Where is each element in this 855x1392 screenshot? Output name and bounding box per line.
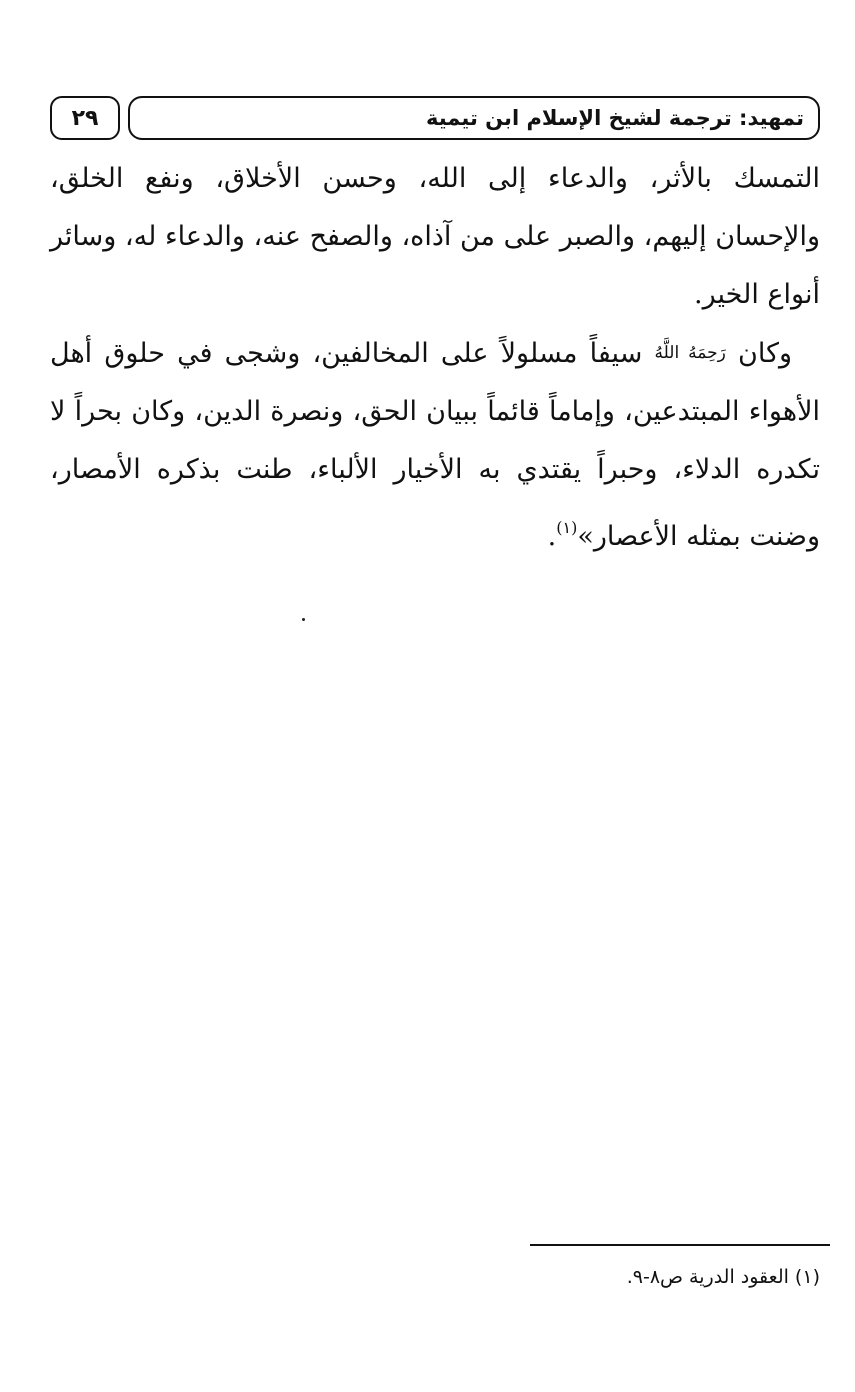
footnote-reference: (١)	[556, 518, 578, 537]
page-number: ٢٩	[50, 96, 120, 140]
paragraph-2-end: .	[547, 521, 557, 552]
running-title: تمهيد: ترجمة لشيخ الإسلام ابن تيمية	[128, 96, 820, 140]
paragraph-2	[50, 324, 820, 566]
footnote-separator	[530, 1244, 830, 1246]
footnote: (١) العقود الدرية ص٨-٩.	[626, 1266, 820, 1288]
paragraph-2-rest: سيفاً مسلولاً على المخالفين، وشجى في حلوق أهل الأهواء المبتدعين، وإماماً قائماً ببيان الحق، ونصرة الدين، وكان بحراً لا تكدره الدلاء، وحبراً يقتدي به الأخيار الألباء، طنت بذكره الأمصار، وضنت بمثله الأعصار»	[50, 338, 820, 552]
body-text	[50, 150, 820, 566]
page-header	[50, 96, 820, 144]
paragraph-2-start: وكان	[738, 338, 792, 369]
paragraph-1: التمسك بالأثر، والدعاء إلى الله، وحسن الأخلاق، ونفع الخلق، والإحسان إليهم، والصبر على من آذاه، والصفح عنه، والدعاء له، وسائر أنواع الخير.	[50, 163, 820, 310]
print-speck	[302, 618, 305, 621]
honorific-glyph: رَحِمَهُ اللَّهُ	[654, 343, 726, 363]
